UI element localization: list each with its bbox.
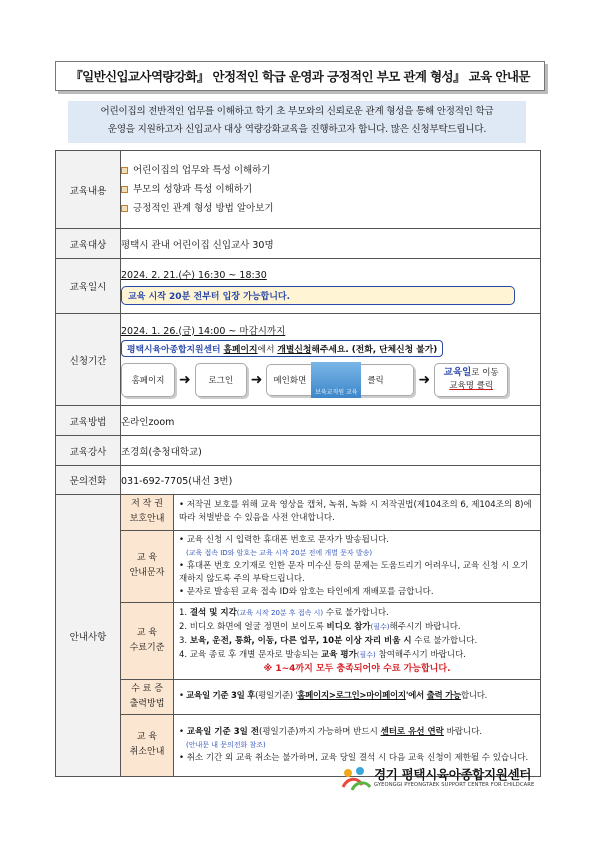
label-lecturer: 교육강사 [56, 436, 121, 466]
square-bullet-icon [121, 205, 128, 212]
square-bullet-icon [121, 167, 128, 174]
list-item: 부모의 성향과 특성 이해하기 [121, 180, 540, 199]
notice-table [121, 495, 540, 776]
label-phone: 문의전화 [56, 466, 121, 495]
apply-note: 평택시육아종합지원센터 홈페이지에서 개별신청해주세요. (전화, 단체신청 불가) [121, 340, 443, 357]
row-lecturer [56, 436, 541, 466]
label-notice: 안내사항 [56, 495, 121, 777]
notice-completion: 교 육 수료기준 1. 결석 및 지각(교육 시작 20분 후 접속 시) 수료 불가합니다. 2. 비디오 화면에 얼굴 정면이 보이도록 비디오 참가(필수)해주시기 바랍니다. 3. 보육, 운전, 통화, 이동, 다른 업무, 10분 이상 자리 비움 시 수료 불가합니다. 4. 교육 종료 후 개별 문자로 발송되는 교육 평가(필수) 참여해주시기 바랍니다. ※ 1~4까지 모두 충족되어야 수료 가능합니다. [121, 602, 540, 679]
method-value: 온라인zoom [121, 406, 541, 436]
row-target [56, 229, 541, 259]
apply-period: 2024. 1. 26.(금) 14:00 ~ 마감시까지 [121, 325, 286, 337]
arrow-right-icon: ➜ [179, 371, 191, 388]
completion-warning: ※ 1~4까지 모두 충족되어야 수료 가능합니다. [263, 663, 451, 674]
info-table [55, 150, 541, 777]
center-english-name: GYEONGGI PYEONGTAEK SUPPORT CENTER FOR CHILDCARE [374, 782, 535, 788]
arrow-right-icon: ➜ [418, 371, 431, 388]
arrow-right-icon: ➜ [250, 371, 263, 388]
row-content [56, 151, 541, 229]
step-main-screen: 메인화면 보육교직원 교육 클릭 [266, 364, 414, 396]
target-value: 평택시 관내 어린이집 신입교사 30명 [121, 229, 541, 259]
intro-box [68, 101, 526, 143]
step-login: 로그인 [195, 363, 247, 397]
step-homepage: 홈페이지 [121, 363, 175, 397]
center-name: 경기 평택시육아종합지원센터 [374, 767, 532, 782]
row-method [56, 406, 541, 436]
apply-steps [121, 363, 540, 397]
notice-cancel: 교 육 취소안내 • 교육일 기준 3일 전(평일기준)까지 가능하며 반드시 센터로 유선 연락 바랍니다. (안내문 내 문의전화 참조) • 취소 기간 외 교육 취소는 불가하며, 교육 당일 결석 시 다음 교육 신청이 제한될 수 있습니다. [121, 714, 540, 776]
row-datetime [56, 259, 541, 314]
lecturer-value: 조경희(충청대학교) [121, 436, 541, 466]
book-icon: 보육교직원 교육 [311, 362, 361, 398]
row-notice [56, 495, 541, 777]
page-title: 『일반신입교사역량강화』 안정적인 학급 운영과 긍정적인 부모 관계 형성』 교육 안내문 [55, 61, 545, 91]
row-apply [56, 314, 541, 406]
square-bullet-icon [121, 186, 128, 193]
notice-copyright: 저 작 권 보호안내 • 저작권 보호를 위해 교육 영상을 캡처, 녹취, 녹화 시 저작권법(제104조의 6, 제104조의 8)에 따라 처벌받을 수 있음을 사전 안내합니다. [121, 495, 540, 530]
datetime-value: 2024. 2. 21.(수) 16:30 ~ 18:30 [121, 270, 267, 281]
list-item: 긍정적인 관계 형성 방법 알아보기 [121, 199, 540, 218]
step-edu-day: 교육일로 이동 교육명 클릭 [434, 363, 508, 397]
center-logo-icon [340, 765, 372, 793]
phone-value: 031-692-7705(내선 3번) [121, 466, 541, 495]
label-content: 교육내용 [56, 151, 121, 229]
notice-certificate: 수 료 증 출력방법 • 교육일 기준 3일 후(평일기준) '홈페이지>로그인>마이페이지'에서 출력 가능합니다. [121, 679, 540, 714]
list-item: 어린이집의 업무와 특성 이해하기 [121, 161, 540, 180]
label-method: 교육방법 [56, 406, 121, 436]
notice-sms: 교 육 안내문자 • 교육 신청 시 입력한 휴대폰 번호로 문자가 발송됩니다. (교육 접속 ID와 암호는 교육 시작 20분 전에 개별 문자 발송) • 휴대폰 번호 오기재로 인한 문자 미수신 등의 문제는 도움드리기 어려우니, 교육 신청 시 오기재하지 않도록 주의 부탁드립니다. • 문자로 발송된 교육 접속 ID와 암호는 타인에게 재배포를 금합니다. [121, 530, 540, 602]
center-footer [340, 765, 550, 795]
label-apply: 신청기간 [56, 314, 121, 406]
row-phone [56, 466, 541, 495]
label-datetime: 교육일시 [56, 259, 121, 314]
label-target: 교육대상 [56, 229, 121, 259]
content-list [121, 151, 541, 229]
entry-note: 교육 시작 20분 전부터 입장 가능합니다. [121, 286, 515, 305]
intro-line-2: 운영을 지원하고자 신입교사 대상 역량강화교육을 진행하고자 합니다. 많은 신청부탁드립니다. [107, 124, 487, 135]
intro-line-1: 어린이집의 전반적인 업무를 이해하고 학기 초 부모와의 신뢰로운 관계 형성을 통해 안정적인 학급 [100, 106, 494, 117]
